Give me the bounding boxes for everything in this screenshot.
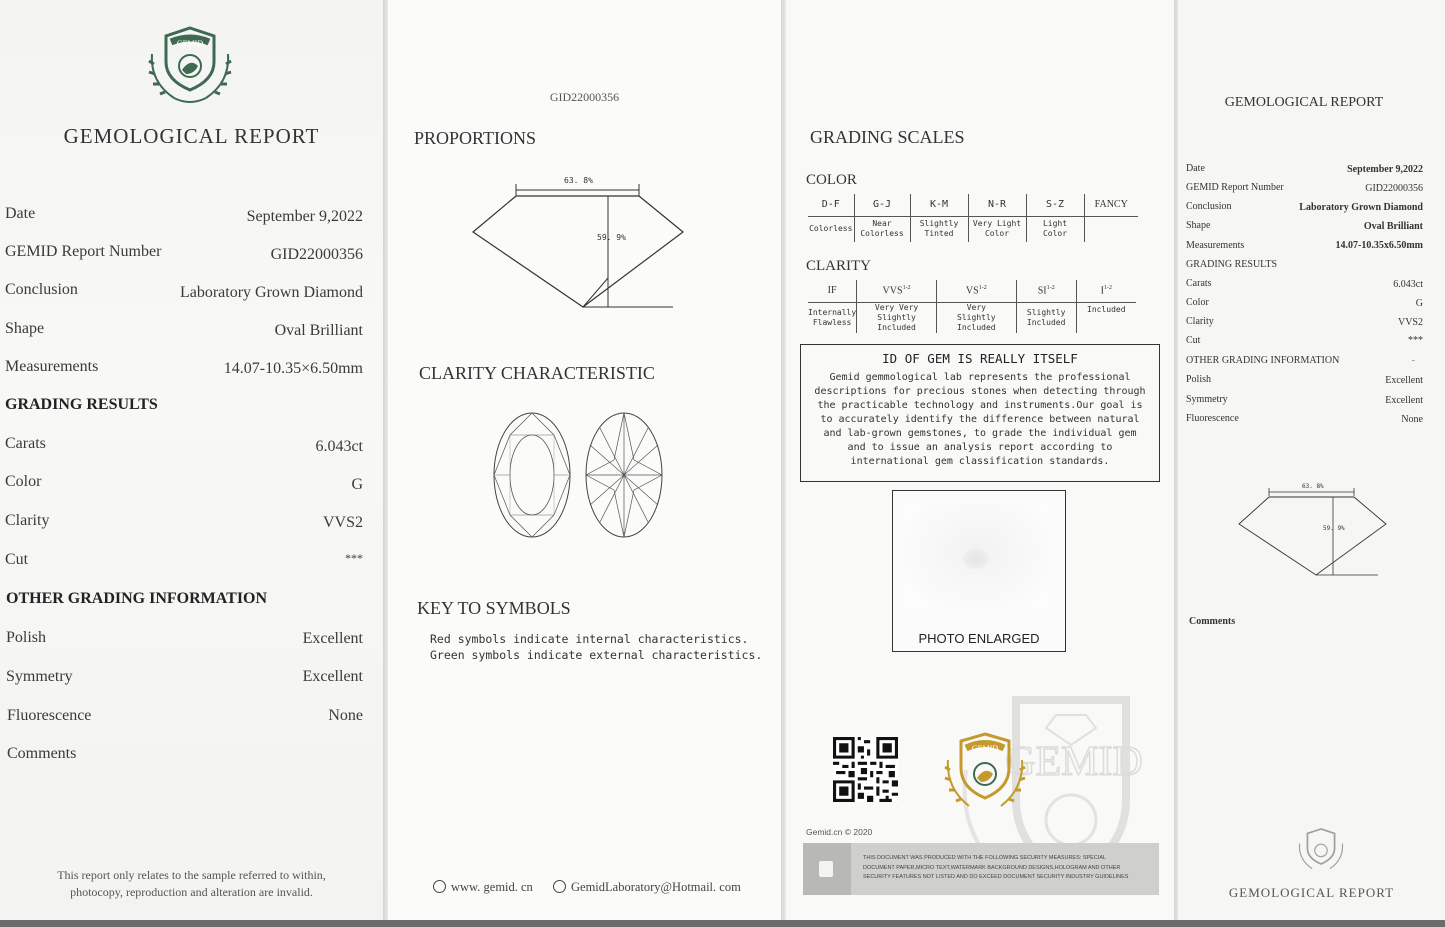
proportions-title: PROPORTIONS xyxy=(414,128,536,148)
depth-percentage-small: 59. 9% xyxy=(1323,525,1345,532)
id-of-gem-box xyxy=(800,344,1160,482)
report-title: GEMOLOGICAL REPORT xyxy=(63,124,320,148)
table-percentage-small: 63. 8% xyxy=(1302,483,1324,490)
table-percentage: 63. 8% xyxy=(564,176,593,185)
proportions-diagram-small xyxy=(1236,480,1388,580)
report-panel-front: GEMID GEMOLOGICAL REPORT Date September 9,2022 GEMID Report Number GID22000356 Conclusion Laboratory Grown Diamond Shape Oval Brilliant Measurements 14.07-10.35×6.50mm GRADING RESULTS Carats 6.043ct Color G Clarity VVS2 Cut *** OTHER GRADING INFORMATION Polish Excellent Symmetry Excellent Fluorescence None Comments This report only relates to the sample referred to within, photocopy, reproduction and alteration are invalid. xyxy=(0,0,383,920)
email-link[interactable]: GemidLaboratory@Hotmail. com xyxy=(553,880,741,895)
photo-enlarged-label: PHOTO ENLARGED xyxy=(918,631,1040,646)
color-scale-title: COLOR xyxy=(806,172,857,188)
disclaimer: This report only relates to the sample referred to within, photocopy, reproduction and alteration are invalid. xyxy=(57,868,326,899)
gemid-logo-small-icon xyxy=(1295,826,1347,876)
key-to-symbols-text: Red symbols indicate internal characteristics. Green symbols indicate external characteristics. xyxy=(430,632,763,662)
gem-photo xyxy=(903,503,1053,613)
photo-enlarged-frame xyxy=(892,490,1066,652)
report-panel-proportions xyxy=(388,0,781,920)
grading-scales-title: GRADING SCALES xyxy=(810,127,965,147)
footer-title: GEMOLOGICAL REPORT xyxy=(1228,885,1395,900)
lock-icon xyxy=(819,861,833,877)
gold-seal-logo-icon xyxy=(941,730,1029,816)
id-of-gem-text: Gemid gemmological lab represents the professional descriptions for precious stones when detecting through the practicable technology and instruments.Our goal is to accurately identify the difference between natural and lab-grown gemstones, to grade the individual gem and to issue an analysis report according to international gem classification standards. xyxy=(814,372,1146,467)
website-link[interactable]: www. gemid. cn xyxy=(433,880,533,895)
clarity-scale-title: CLARITY xyxy=(806,258,871,274)
depth-percentage: 59. 9% xyxy=(597,233,626,242)
grading-results-heading: GRADING RESULTS xyxy=(5,396,158,413)
color-scale-table: D-F G-J K-M N-R S-Z FANCY Colorless Near Colorless Slightly Tinted Very Light Color Light Color xyxy=(808,194,1138,242)
qr-code-icon[interactable] xyxy=(833,737,898,802)
security-notice xyxy=(803,843,1159,895)
mail-icon xyxy=(553,880,566,893)
other-grading-heading: OTHER GRADING INFORMATION xyxy=(6,590,268,607)
id-of-gem-title: ID OF GEM IS REALLY ITSELF xyxy=(882,351,1078,366)
svg-text:GEMID: GEMID xyxy=(1005,739,1143,785)
oval-crown-diagram-icon xyxy=(492,410,670,540)
proportions-diagram xyxy=(468,172,688,312)
report-number-small: GID22000356 xyxy=(549,90,620,104)
gemid-logo-icon xyxy=(144,24,236,110)
gem-image xyxy=(963,549,989,569)
key-to-symbols-title: KEY TO SYMBOLS xyxy=(417,598,571,618)
clarity-characteristic-title: CLARITY CHARACTERISTIC xyxy=(419,363,655,383)
security-text: THIS DOCUMENT WAS PRODUCED WITH THE FOLLOWING SECURITY MEASURES: SPECIAL DOCUMENT PAPER,MICRO TEXT,WATERMARK BACKGROUND DESIGNS,HOLOGRAM AND OTHER SECURITY FEATURES NOT LISTED AND DO EXCEED DOCUMENT SECURITY INDUSTRY GUIDELINES xyxy=(863,855,1129,880)
globe-icon xyxy=(433,880,446,893)
svg-text:GEMID: GEMID xyxy=(176,39,204,48)
svg-text:GEMID: GEMID xyxy=(971,744,999,753)
report-title-small: GEMOLOGICAL REPORT xyxy=(1224,95,1384,110)
copyright: Gemid.cn © 2020 xyxy=(806,827,873,837)
security-hologram xyxy=(803,843,851,895)
report-panel-grading-scales xyxy=(786,0,1174,920)
report-panel-back: GEMOLOGICAL REPORT Date September 9,2022 GEMID Report Number GID22000356 Conclusion Laboratory Grown Diamond Shape Oval Brilliant Measurements 14.07-10.35x6.50mm GRADING RESULTS Carats 6.043ct Color G Clarity VVS2 Cut *** OTHER GRADING INFORMATION - Polish Excellent Symmetry Excellent Fluorescence None 63. 8% 59. 9% Comments GEMOLOGICAL REPORT xyxy=(1178,0,1445,920)
comments-label: Comments xyxy=(1189,616,1236,627)
clarity-scale-table: IF VVS$^{1-2}$ VS$^{1-2}$ SI$^{1-2}$ $I^{1-2}$ Internally Flawless Very Very Slightly Included Very Slightly Included Slightly Included Included xyxy=(808,280,1136,333)
